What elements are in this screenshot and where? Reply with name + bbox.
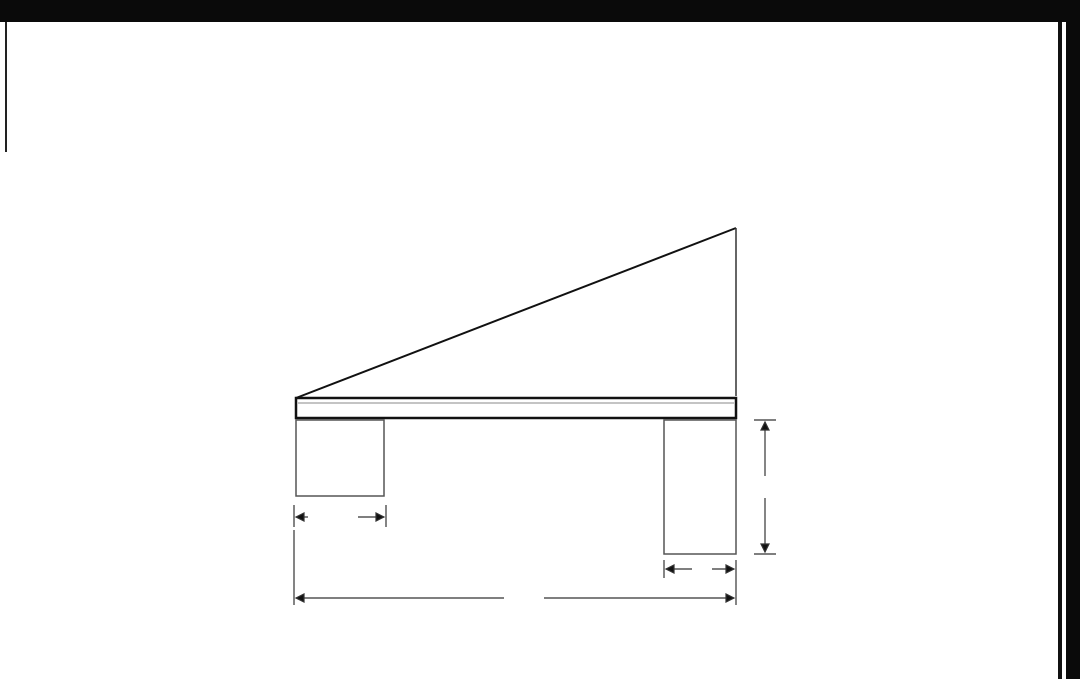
beam [296, 398, 736, 418]
left-support-load [296, 420, 384, 496]
left-load-block [296, 420, 384, 496]
dimension-left-width [294, 505, 386, 527]
triangle-hypotenuse [296, 228, 736, 398]
right-support-load [664, 420, 736, 554]
right-load-block [664, 420, 736, 554]
dimension-d [664, 560, 736, 578]
dimension-w [754, 420, 776, 554]
triangular-load [296, 228, 736, 398]
